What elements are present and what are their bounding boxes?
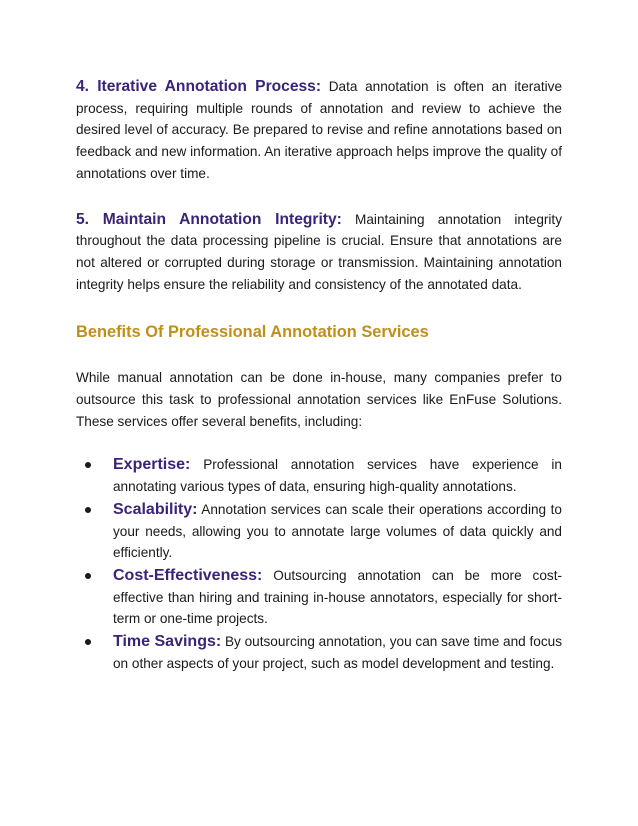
bullet-icon: [85, 507, 91, 513]
list-item: [76, 631, 562, 674]
benefit-title: Scalability:: [113, 500, 198, 518]
bullet-icon: [85, 639, 91, 645]
benefit-text: By outsourcing annotation, you can save time and focus on other aspects of your project, such as model development and testing.: [113, 634, 562, 671]
benefit-text: Professional annotation services have experience in annotating various types of data, ensuring high-quality annotations.: [113, 457, 562, 495]
benefits-list: [76, 454, 562, 674]
benefit-title: Expertise:: [113, 456, 191, 474]
benefit-title: Time Savings:: [113, 633, 222, 651]
benefit-text: Outsourcing annotation can be more cost-effective than hiring and training in-house annotators, especially for short-term or one-time projects.: [113, 567, 562, 627]
benefit-text: Annotation services can scale their operations according to your needs, allowing you to annotate large volumes of data quickly and efficiently.: [113, 501, 562, 561]
list-item: [76, 454, 562, 497]
paragraph-annotation-integrity: [76, 209, 562, 296]
paragraph-iterative-annotation: [76, 76, 562, 185]
bullet-icon: [85, 462, 91, 468]
list-item: [76, 565, 562, 630]
paragraph-body: Data annotation is often an iterative process, requiring multiple rounds of annotation and review to achieve the desired level of accuracy. Be prepared to revise and refine annotations based on feedback and new information. An iterative approach helps improve the quality of annotations over time.: [76, 79, 562, 181]
paragraph-body: Maintaining annotation integrity throughout the data processing pipeline is crucial. Ensure that annotations are not altered or corrupted during storage or transmission. Maintaining annotation integrity helps ensure the reliability and consistency of the annotated data.: [76, 211, 563, 292]
document-page: [76, 76, 562, 675]
benefits-intro-paragraph: While manual annotation can be done in-house, many companies prefer to outsource this task to professional annotation services like EnFuse Solutions. These services offer several benefits, including:: [76, 370, 562, 429]
paragraph-heading: 4. Iterative Annotation Process:: [76, 78, 322, 95]
benefit-title: Cost-Effectiveness:: [113, 566, 263, 584]
paragraph-heading: 5. Maintain Annotation Integrity:: [76, 210, 342, 228]
bullet-icon: [85, 573, 91, 579]
list-item: [76, 499, 562, 564]
benefits-section-heading: Benefits Of Professional Annotation Services: [76, 323, 429, 342]
